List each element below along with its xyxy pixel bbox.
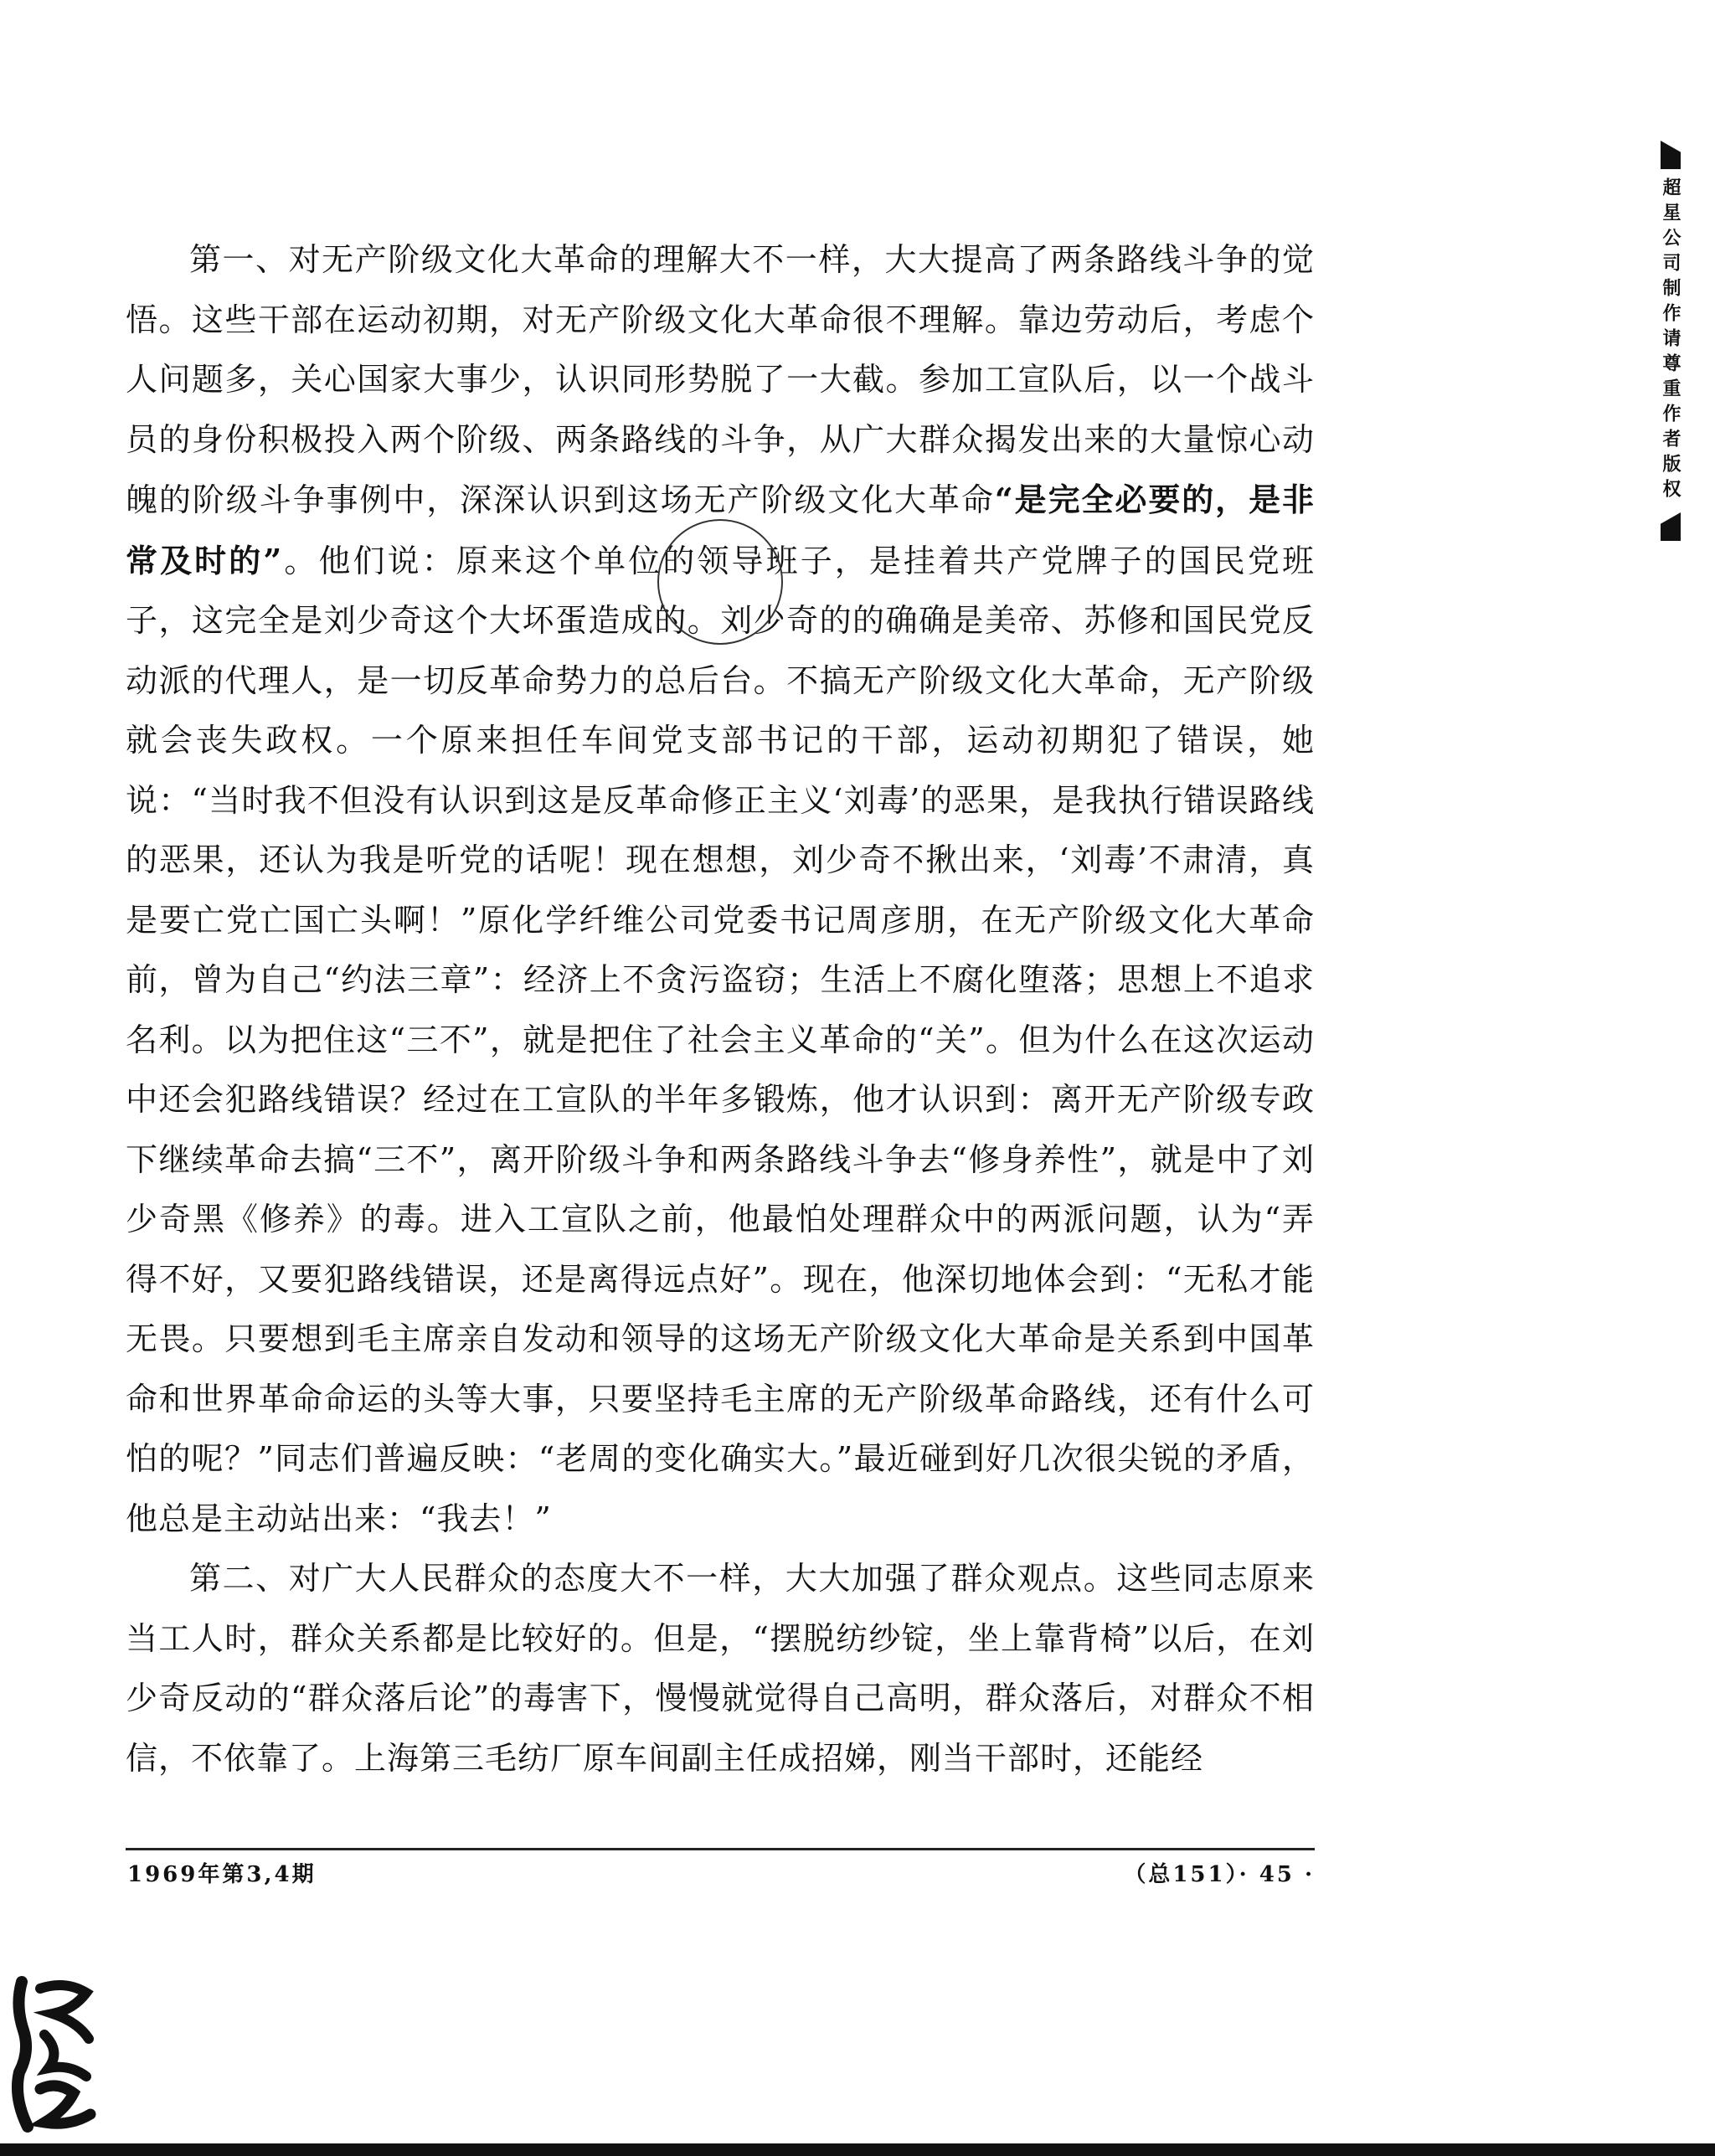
copyright-watermark (1656, 141, 1685, 541)
circle-mark (657, 519, 783, 645)
paragraph-1-text-a: 第一、对无产阶级文化大革命的理解大不一样，大大提高了两条路线斗争的觉悟。这些干部在运动初期，对无产阶级文化大革命很不理解。靠边劳动后，考虑个人问题多，关心国家大事少，认识同形势脱了一大截。参加工宣队后，以一个战斗员的身份积极投入两个阶级、两条路线的斗争，从广大群众揭发出来的大量惊心动魄的阶级斗争事例中，深深认识到这场无产阶级文化大革命 (126, 241, 1315, 518)
paragraph-1 (126, 230, 1315, 1549)
watermark-text: 超星公司制作请尊重作者版权 (1660, 178, 1682, 504)
paragraph-1-bold-quote: “是完全必要的，是非常及时的” (126, 481, 1315, 579)
paragraph-1-text-b: 。他们说：原来这个单位的领导班子，是挂着共产党牌子的国民党班子，这完全是刘少奇这个大坏蛋造成的。刘少奇的的确确是美帝、苏修和国民党反动派的代理人，是一切反革命势力的总后台。不搞无产阶级文化大革命，无产阶级就会丧失政权。一个原来担任车间党支部书记的干部，运动初期犯了错误，她说：“当时我不但没有认识到这是反革命修正主义‘刘毒’的恶果，是我执行错误路线的恶果，还认为我是听党的话呢！现在想想，刘少奇不揪出来，‘刘毒’不肃清，真是要亡党亡国亡头啊！”原化学纤维公司党委书记周彦朋，在无产阶级文化大革命前，曾为自己“约法三章”：经济上不贪污盗窃；生活上不腐化堕落；思想上不追求名利。以为把住这“三不”，就是把住了社会主义革命的“关”。但为什么在这次运动中还会犯路线错误？经过在工宣队的半年多锻炼，他才认识到：离开无产阶级专政下继续革命去搞“三不”，离开阶级斗争和两条路线斗争去“修身养性”，就是中了刘少奇黑《修养》的毒。进入工宣队之前，他最怕处理群众中的两派问题，认为“弄得不好，又要犯路线错误，还是离得远点好”。现在，他深切地体会到：“无私才能无畏。只要想到毛主席亲自发动和领导的这场无产阶级文化大革命是关系到中国革命和世界革命命运的头等大事，只要坚持毛主席的无产阶级革命路线，还有什么可怕的呢？”同志们普遍反映：“老周的变化确实大。”最近碰到好几次很尖锐的矛盾，他总是主动站出来：“我去！” (126, 542, 1315, 1537)
article-body (126, 230, 1315, 1788)
paragraph-2-text: 第二、对广大人民群众的态度大不一样，大大加强了群众观点。这些同志原来当工人时，群众关系都是比较好的。但是，“摆脱纺纱锭，坐上靠背椅”以后，在刘少奇反动的“群众落后论”的毒害下，慢慢就觉得自己高明，群众落后，对群众不相信，不依靠了。上海第三毛纺厂原车间副主任成招娣，刚当干部时，还能经 (126, 1560, 1315, 1777)
scan-bottom-edge (0, 2143, 1715, 2156)
corner-seal-logo (7, 1972, 103, 2139)
footer-issue: 1969年第3,4期 (127, 1862, 317, 1887)
footer-divider (126, 1848, 1315, 1850)
watermark-bar-top (1661, 141, 1681, 169)
watermark-bar-bottom (1661, 512, 1681, 541)
paragraph-2 (126, 1549, 1315, 1788)
footer-page-number: （总151）· 45 · (1124, 1862, 1315, 1887)
